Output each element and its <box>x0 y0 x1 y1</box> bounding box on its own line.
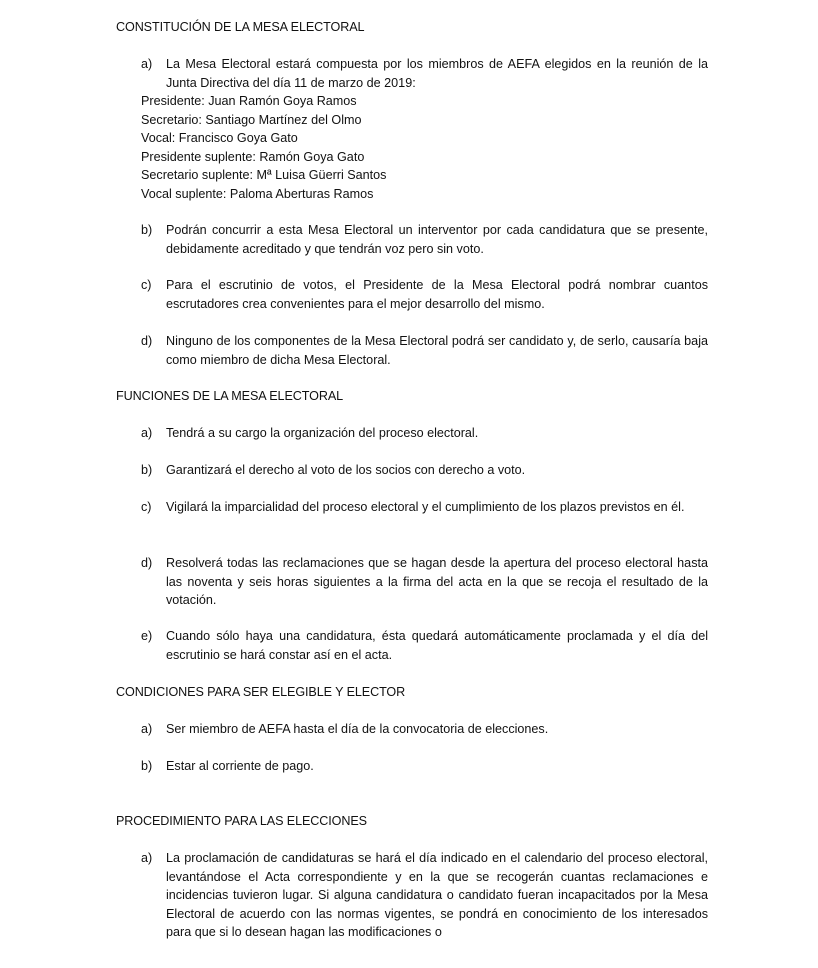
item-text: La Mesa Electoral estará compuesta por los miembros de AEFA elegidos en la reunión de la Junta Directiva del día 11 de marzo de 2019: <box>166 57 708 90</box>
item-text: Garantizará el derecho al voto de los socios con derecho a voto. <box>166 463 526 477</box>
item-label: b) <box>141 463 153 477</box>
item-label: a) <box>141 722 153 736</box>
item-label: b) <box>141 223 153 237</box>
member-presidente: Presidente: Juan Ramón Goya Ramos <box>141 94 357 108</box>
item-label: d) <box>141 334 153 348</box>
item-label: a) <box>141 57 153 71</box>
item-label: e) <box>141 629 153 643</box>
item-text: Cuando sólo haya una candidatura, ésta quedará automáticamente proclamada y el día del escrutinio se hará constar así en el acta. <box>166 629 708 662</box>
member-vocal-suplente: Vocal suplente: Paloma Aberturas Ramos <box>141 186 374 201</box>
item-text: Podrán concurrir a esta Mesa Electoral un interventor por cada candidatura que se presente, debidamente acreditado y que tendrán voz pero sin voto. <box>166 223 708 256</box>
item-text: La proclamación de candidaturas se hará el día indicado en el calendario del proceso electoral, levantándose el Acta correspondiente y en la que se recogerán cuantas reclamaciones e incidencias tuvieron lugar. Si alguna candidatura o candidato fueran incapacitados por la Mesa Electoral de acuerdo con las normas vigentes, se pondrá en conocimiento de los interesados para que si lo desean hagan las modificaciones o <box>166 851 708 939</box>
item-label: b) <box>141 759 153 773</box>
section-heading-funciones: FUNCIONES DE LA MESA ELECTORAL <box>116 389 344 403</box>
item-text: Ser miembro de AEFA hasta el día de la convocatoria de elecciones. <box>166 722 549 736</box>
item-text: Resolverá todas las reclamaciones que se hagan desde la apertura del proceso electoral hasta las noventa y seis horas siguientes a la firma del acta en la que se recoja el resultado de la votación. <box>166 556 708 607</box>
member-presidente-suplente: Presidente suplente: Ramón Goya Gato <box>141 149 365 164</box>
item-label: a) <box>141 851 153 865</box>
section-heading-constitucion: CONSTITUCIÓN DE LA MESA ELECTORAL <box>116 20 365 34</box>
member-secretario-suplente: Secretario suplente: Mª Luisa Güerri Santos <box>141 168 387 182</box>
member-secretario: Secretario: Santiago Martínez del Olmo <box>141 112 362 127</box>
item-label: a) <box>141 426 153 440</box>
mesa-members-list <box>141 92 708 203</box>
member-vocal: Vocal: Francisco Goya Gato <box>141 131 298 145</box>
item-text: Vigilará la imparcialidad del proceso electoral y el cumplimiento de los plazos previstos en él. <box>166 500 685 514</box>
section-heading-procedimiento: PROCEDIMIENTO PARA LAS ELECCIONES <box>116 814 367 828</box>
item-text: Estar al corriente de pago. <box>166 759 314 773</box>
item-label: c) <box>141 500 152 514</box>
section-heading-condiciones: CONDICIONES PARA SER ELEGIBLE Y ELECTOR <box>116 685 406 699</box>
item-label: d) <box>141 556 153 570</box>
item-text: Tendrá a su cargo la organización del proceso electoral. <box>166 426 479 440</box>
item-label: c) <box>141 278 152 292</box>
item-text: Para el escrutinio de votos, el Presidente de la Mesa Electoral podrá nombrar cuantos escrutadores crea convenientes para el mejor desarrollo del mismo. <box>166 278 708 311</box>
item-text: Ninguno de los componentes de la Mesa Electoral podrá ser candidato y, de serlo, causaría baja como miembro de dicha Mesa Electoral. <box>166 334 708 367</box>
